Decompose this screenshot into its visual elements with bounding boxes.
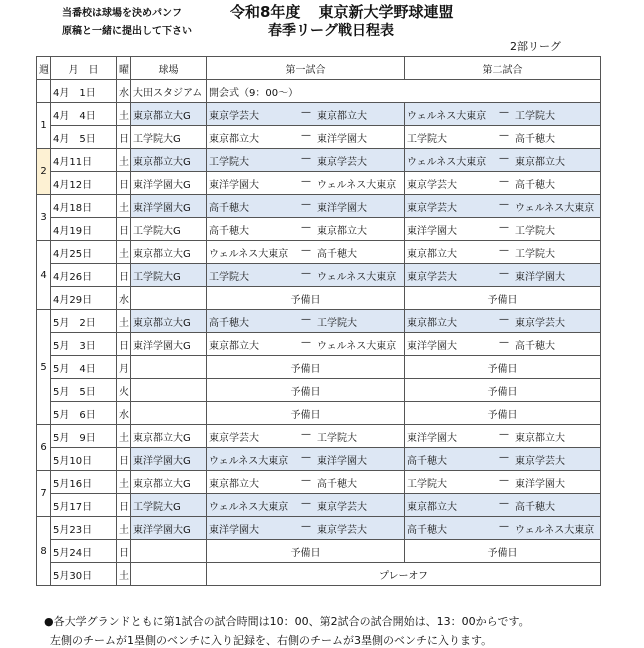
- team-away: 東京学芸大: [317, 524, 367, 536]
- match-pair: [407, 314, 598, 329]
- venue-cell: [131, 563, 207, 586]
- reserve-day-game1: 予備日: [207, 379, 405, 402]
- date-cell: 4月 1日: [51, 80, 117, 103]
- table-row: [37, 195, 601, 218]
- game1-cell: [207, 241, 405, 264]
- team-away: 工学院大: [317, 317, 357, 329]
- venue-cell: [131, 356, 207, 379]
- team-away: ウェルネス大東京: [515, 524, 595, 536]
- dow-cell: 月: [117, 356, 131, 379]
- team-home: 東洋学園大: [407, 225, 457, 237]
- dow-cell: 日: [117, 448, 131, 471]
- game1-cell: [207, 333, 405, 356]
- table-row: [37, 287, 601, 310]
- venue-cell: 大田スタジアム: [131, 80, 207, 103]
- game2-cell: [405, 126, 601, 149]
- table-row: [37, 310, 601, 333]
- date-cell: 5月10日: [51, 448, 117, 471]
- date-cell: 4月25日: [51, 241, 117, 264]
- team-home: 東京都立大: [209, 478, 259, 490]
- reserve-day-game2: 予備日: [405, 379, 601, 402]
- match-pair: [209, 268, 402, 283]
- venue-cell: 東洋学園大G: [131, 448, 207, 471]
- game2-cell: [405, 218, 601, 241]
- venue-cell: 東京都立大G: [131, 471, 207, 494]
- header-game1: 第一試合: [207, 57, 405, 80]
- table-row: [37, 425, 601, 448]
- match-pair: [407, 337, 598, 352]
- division-label: 2部リーグ: [510, 40, 561, 53]
- match-pair: [209, 429, 402, 444]
- table-row: [37, 448, 601, 471]
- venue-cell: 工学院大G: [131, 264, 207, 287]
- vs-separator: —: [499, 198, 509, 210]
- vs-separator: —: [301, 244, 311, 256]
- game2-cell: [405, 172, 601, 195]
- date-cell: 4月19日: [51, 218, 117, 241]
- dow-cell: 日: [117, 264, 131, 287]
- dow-cell: 日: [117, 218, 131, 241]
- week-number: 8: [37, 517, 51, 586]
- game1-cell: [207, 517, 405, 540]
- dow-cell: 土: [117, 241, 131, 264]
- team-home: 工学院大: [209, 271, 249, 283]
- match-pair: [407, 452, 598, 467]
- team-away: 東京都立大: [317, 110, 367, 122]
- team-away: 東京学芸大: [515, 317, 565, 329]
- team-away: ウェルネス大東京: [515, 202, 595, 214]
- team-home: 東京学芸大: [209, 432, 259, 444]
- team-away: 東京学芸大: [515, 455, 565, 467]
- team-away: ウェルネス大東京: [317, 271, 397, 283]
- match-pair: [407, 475, 598, 490]
- date-cell: 4月29日: [51, 287, 117, 310]
- match-pair: [209, 245, 402, 260]
- date-cell: 5月30日: [51, 563, 117, 586]
- date-cell: 5月 4日: [51, 356, 117, 379]
- venue-cell: 東京都立大G: [131, 103, 207, 126]
- team-away: 高千穂大: [515, 179, 555, 191]
- dow-cell: 土: [117, 563, 131, 586]
- header-dow: 曜: [117, 57, 131, 80]
- team-away: 東京学芸大: [317, 501, 367, 513]
- match-pair: [209, 222, 402, 237]
- match-pair: [407, 268, 598, 283]
- team-away: 東洋学園大: [317, 133, 367, 145]
- match-pair: [407, 245, 598, 260]
- match-pair: [407, 498, 598, 513]
- game1-cell: [207, 172, 405, 195]
- vs-separator: —: [301, 520, 311, 532]
- week-number: 7: [37, 471, 51, 517]
- team-away: ウェルネス大東京: [317, 179, 397, 191]
- table-row: [37, 356, 601, 379]
- dow-cell: 土: [117, 195, 131, 218]
- dow-cell: 日: [117, 126, 131, 149]
- game2-cell: [405, 264, 601, 287]
- vs-separator: —: [499, 336, 509, 348]
- team-home: 東京学芸大: [209, 110, 259, 122]
- team-home: 東京学芸大: [407, 202, 457, 214]
- match-pair: [209, 153, 402, 168]
- vs-separator: —: [301, 175, 311, 187]
- reserve-day-game2: 予備日: [405, 540, 601, 563]
- dow-cell: 日: [117, 172, 131, 195]
- dow-cell: 土: [117, 310, 131, 333]
- table-row: [37, 241, 601, 264]
- team-home: 東洋学園大: [209, 524, 259, 536]
- week-cell-empty: [37, 80, 51, 103]
- vs-separator: —: [301, 106, 311, 118]
- footer-note-times: ●各大学グランドともに第1試合の試合時間は10：00、第2試合の試合開始は、13：00からです。: [44, 615, 530, 628]
- vs-separator: —: [499, 221, 509, 233]
- vs-separator: —: [499, 244, 509, 256]
- venue-cell: 東洋学園大G: [131, 195, 207, 218]
- team-home: 東京都立大: [209, 133, 259, 145]
- match-pair: [209, 107, 402, 122]
- match-pair: [407, 107, 598, 122]
- schedule-table: [36, 56, 601, 586]
- table-row: [37, 80, 601, 103]
- game2-cell: [405, 310, 601, 333]
- date-cell: 5月24日: [51, 540, 117, 563]
- venue-cell: [131, 540, 207, 563]
- team-away: 工学院大: [515, 225, 555, 237]
- header-week: 週: [37, 57, 51, 80]
- vs-separator: —: [301, 129, 311, 141]
- team-home: 東洋学園大: [407, 340, 457, 352]
- team-home: 東洋学園大: [209, 179, 259, 191]
- venue-cell: [131, 287, 207, 310]
- game2-cell: [405, 471, 601, 494]
- week-number: 2: [37, 149, 51, 195]
- team-home: 東京学芸大: [407, 271, 457, 283]
- match-pair: [209, 475, 402, 490]
- vs-separator: —: [499, 520, 509, 532]
- table-row: [37, 471, 601, 494]
- game1-cell: [207, 494, 405, 517]
- week-number: 5: [37, 310, 51, 425]
- header-game2: 第二試合: [405, 57, 601, 80]
- team-home: ウェルネス大東京: [209, 455, 289, 467]
- match-pair: [407, 130, 598, 145]
- team-home: ウェルネス大東京: [209, 248, 289, 260]
- team-home: ウェルネス大東京: [407, 110, 487, 122]
- reserve-day-game2: 予備日: [405, 287, 601, 310]
- game2-cell: [405, 333, 601, 356]
- date-cell: 4月 4日: [51, 103, 117, 126]
- match-pair: [209, 452, 402, 467]
- match-pair: [407, 429, 598, 444]
- week-number: 3: [37, 195, 51, 241]
- match-pair: [407, 199, 598, 214]
- game2-cell: [405, 494, 601, 517]
- vs-separator: —: [499, 106, 509, 118]
- dow-cell: 土: [117, 149, 131, 172]
- match-pair: [209, 130, 402, 145]
- team-home: 工学院大: [209, 156, 249, 168]
- dow-cell: 日: [117, 540, 131, 563]
- team-away: 高千穂大: [515, 501, 555, 513]
- venue-cell: [131, 379, 207, 402]
- vs-separator: —: [301, 152, 311, 164]
- date-cell: 5月16日: [51, 471, 117, 494]
- date-cell: 4月26日: [51, 264, 117, 287]
- match-pair: [209, 314, 402, 329]
- vs-separator: —: [301, 474, 311, 486]
- match-pair: [407, 176, 598, 191]
- header-date: 月 日: [51, 57, 117, 80]
- venue-cell: 東京都立大G: [131, 241, 207, 264]
- vs-separator: —: [301, 336, 311, 348]
- vs-separator: —: [499, 267, 509, 279]
- venue-cell: 東洋学園大G: [131, 172, 207, 195]
- table-row: [37, 333, 601, 356]
- table-row: [37, 517, 601, 540]
- header-venue: 球場: [131, 57, 207, 80]
- venue-cell: 東京都立大G: [131, 425, 207, 448]
- vs-separator: —: [301, 267, 311, 279]
- date-cell: 5月 5日: [51, 379, 117, 402]
- date-cell: 4月18日: [51, 195, 117, 218]
- note-venue-decision: 当番校は球場を決めパンフ: [62, 8, 182, 19]
- date-cell: 5月 2日: [51, 310, 117, 333]
- dow-cell: 水: [117, 287, 131, 310]
- reserve-day-game2: 予備日: [405, 402, 601, 425]
- table-row: [37, 379, 601, 402]
- table-row: [37, 494, 601, 517]
- match-pair: [209, 521, 402, 536]
- venue-cell: 東洋学園大G: [131, 517, 207, 540]
- date-cell: 5月23日: [51, 517, 117, 540]
- spanning-note: プレーオフ: [207, 563, 601, 586]
- team-home: 東京学芸大: [407, 179, 457, 191]
- table-row: [37, 540, 601, 563]
- team-home: ウェルネス大東京: [407, 156, 487, 168]
- team-home: 工学院大: [407, 478, 447, 490]
- vs-separator: —: [301, 221, 311, 233]
- game2-cell: [405, 425, 601, 448]
- vs-separator: —: [301, 497, 311, 509]
- team-away: ウェルネス大東京: [317, 340, 397, 352]
- table-row: [37, 264, 601, 287]
- vs-separator: —: [301, 451, 311, 463]
- team-away: 高千穂大: [515, 133, 555, 145]
- match-pair: [209, 176, 402, 191]
- match-pair: [407, 521, 598, 536]
- venue-cell: 東京都立大G: [131, 310, 207, 333]
- reserve-day-game1: 予備日: [207, 540, 405, 563]
- team-away: 東洋学園大: [515, 271, 565, 283]
- team-away: 東京学芸大: [317, 156, 367, 168]
- game1-cell: [207, 103, 405, 126]
- table-row: [37, 149, 601, 172]
- game1-cell: [207, 195, 405, 218]
- team-home: 高千穂大: [407, 524, 447, 536]
- game1-cell: [207, 310, 405, 333]
- vs-separator: —: [499, 175, 509, 187]
- vs-separator: —: [301, 313, 311, 325]
- table-row: [37, 126, 601, 149]
- vs-separator: —: [499, 152, 509, 164]
- vs-separator: —: [301, 198, 311, 210]
- vs-separator: —: [499, 129, 509, 141]
- dow-cell: 土: [117, 425, 131, 448]
- table-row: [37, 563, 601, 586]
- match-pair: [209, 199, 402, 214]
- team-home: 東洋学園大: [407, 432, 457, 444]
- dow-cell: 火: [117, 379, 131, 402]
- venue-cell: 工学院大G: [131, 494, 207, 517]
- footer-note-benches: 左側のチームが1塁側のベンチに入り記録を、右側のチームが3塁側のベンチに入ります。: [50, 634, 493, 647]
- week-number: 1: [37, 103, 51, 149]
- date-cell: 4月11日: [51, 149, 117, 172]
- vs-separator: —: [301, 428, 311, 440]
- dow-cell: 日: [117, 494, 131, 517]
- team-home: 東京都立大: [407, 248, 457, 260]
- week-number: 4: [37, 241, 51, 310]
- team-away: 東京都立大: [317, 225, 367, 237]
- team-away: 東京都立大: [515, 156, 565, 168]
- team-home: 東京都立大: [407, 317, 457, 329]
- reserve-day-game1: 予備日: [207, 356, 405, 379]
- date-cell: 5月 6日: [51, 402, 117, 425]
- team-away: 東京都立大: [515, 432, 565, 444]
- dow-cell: 土: [117, 517, 131, 540]
- team-home: 高千穂大: [209, 202, 249, 214]
- team-away: 工学院大: [515, 248, 555, 260]
- reserve-day-game1: 予備日: [207, 402, 405, 425]
- game1-cell: [207, 425, 405, 448]
- game2-cell: [405, 448, 601, 471]
- team-away: 東洋学園大: [317, 202, 367, 214]
- game1-cell: [207, 218, 405, 241]
- game2-cell: [405, 195, 601, 218]
- team-home: 高千穂大: [209, 225, 249, 237]
- date-cell: 5月 3日: [51, 333, 117, 356]
- team-away: 東洋学園大: [317, 455, 367, 467]
- dow-cell: 水: [117, 402, 131, 425]
- game1-cell: [207, 448, 405, 471]
- date-cell: 4月 5日: [51, 126, 117, 149]
- date-cell: 5月 9日: [51, 425, 117, 448]
- venue-cell: 東京都立大G: [131, 149, 207, 172]
- match-pair: [407, 153, 598, 168]
- dow-cell: 土: [117, 471, 131, 494]
- table-row: [37, 218, 601, 241]
- match-pair: [209, 498, 402, 513]
- venue-cell: 東洋学園大G: [131, 333, 207, 356]
- reserve-day-game1: 予備日: [207, 287, 405, 310]
- team-home: ウェルネス大東京: [209, 501, 289, 513]
- vs-separator: —: [499, 497, 509, 509]
- table-row: [37, 172, 601, 195]
- page-subtitle: 春季リーグ戦日程表: [268, 23, 394, 39]
- team-home: 工学院大: [407, 133, 447, 145]
- note-submit-with-manuscript: 原稿と一緒に提出して下さい: [62, 26, 192, 37]
- game2-cell: [405, 241, 601, 264]
- team-home: 高千穂大: [407, 455, 447, 467]
- team-away: 工学院大: [317, 432, 357, 444]
- game1-cell: [207, 149, 405, 172]
- team-away: 高千穂大: [515, 340, 555, 352]
- date-cell: 4月12日: [51, 172, 117, 195]
- venue-cell: 工学院大G: [131, 126, 207, 149]
- team-home: 高千穂大: [209, 317, 249, 329]
- team-away: 東洋学園大: [515, 478, 565, 490]
- vs-separator: —: [499, 474, 509, 486]
- table-row: [37, 402, 601, 425]
- dow-cell: 土: [117, 103, 131, 126]
- week-number: 6: [37, 425, 51, 471]
- title-league: 東京新大学野球連盟: [318, 3, 454, 21]
- spanning-note: 開会式（9：00〜）: [207, 80, 601, 103]
- match-pair: [209, 337, 402, 352]
- table-header-row: [37, 57, 601, 80]
- game1-cell: [207, 471, 405, 494]
- title-year: 令和8年度: [230, 3, 301, 21]
- team-away: 高千穂大: [317, 248, 357, 260]
- venue-cell: 工学院大G: [131, 218, 207, 241]
- table-row: [37, 103, 601, 126]
- team-home: 東京都立大: [407, 501, 457, 513]
- game2-cell: [405, 103, 601, 126]
- game2-cell: [405, 517, 601, 540]
- dow-cell: 日: [117, 333, 131, 356]
- team-away: 工学院大: [515, 110, 555, 122]
- date-cell: 5月17日: [51, 494, 117, 517]
- venue-cell: [131, 402, 207, 425]
- game1-cell: [207, 264, 405, 287]
- team-home: 東京都立大: [209, 340, 259, 352]
- vs-separator: —: [499, 313, 509, 325]
- vs-separator: —: [499, 451, 509, 463]
- game2-cell: [405, 149, 601, 172]
- game1-cell: [207, 126, 405, 149]
- match-pair: [407, 222, 598, 237]
- dow-cell: 水: [117, 80, 131, 103]
- page-title: [230, 1, 453, 22]
- vs-separator: —: [499, 428, 509, 440]
- reserve-day-game2: 予備日: [405, 356, 601, 379]
- team-away: 高千穂大: [317, 478, 357, 490]
